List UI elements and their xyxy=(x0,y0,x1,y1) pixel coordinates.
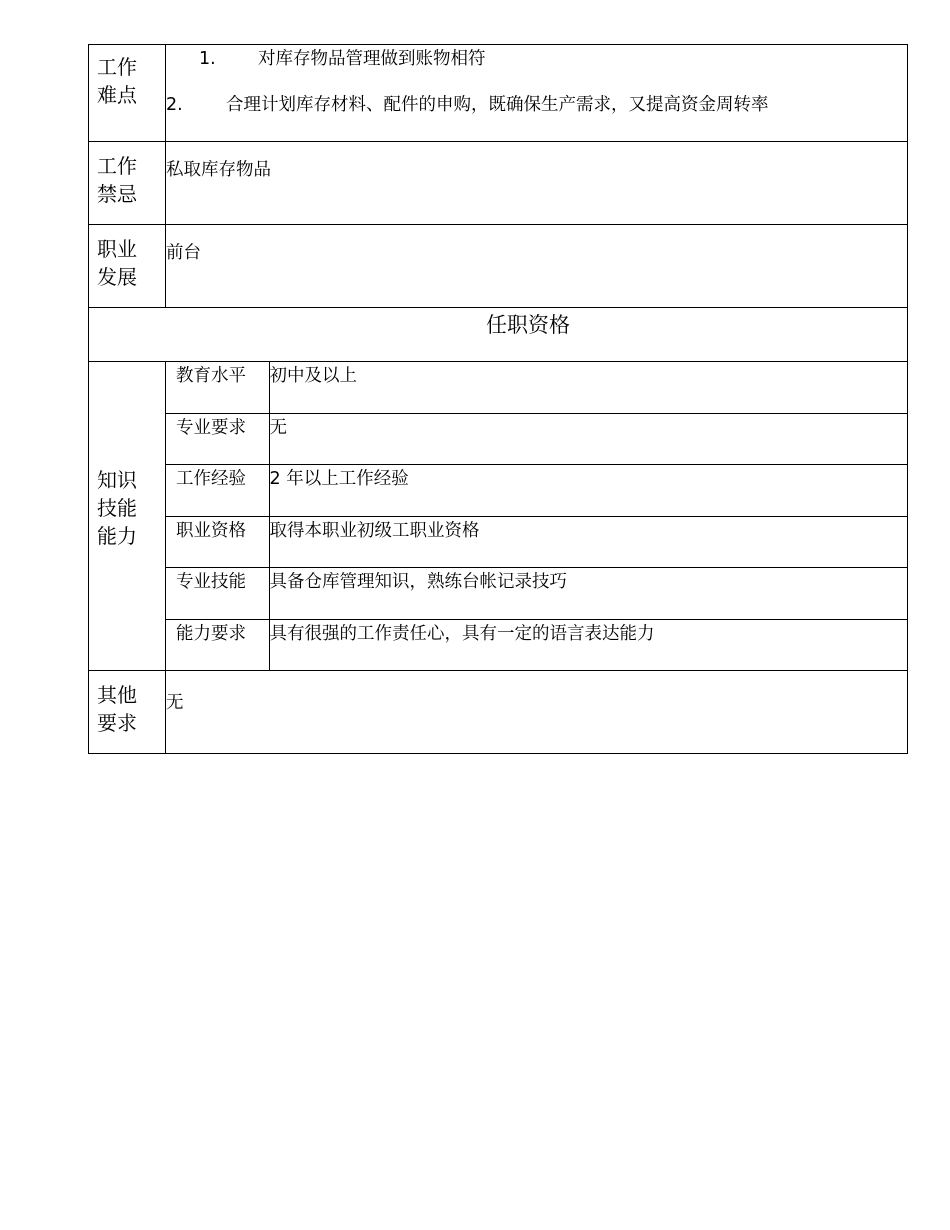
work-difficulty-content xyxy=(166,45,908,142)
list-item: 1. 对库存物品管理做到账物相符 xyxy=(199,49,486,69)
career-development-content: 前台 xyxy=(166,225,908,308)
skills-label: 知识 技能 能力 xyxy=(89,362,166,671)
table-row xyxy=(166,413,907,465)
experience-label: 工作经验 xyxy=(166,465,269,517)
work-difficulty-row xyxy=(89,45,908,142)
other-requirements-content: 无 xyxy=(166,671,908,754)
table-row xyxy=(166,465,907,517)
other-requirements-row xyxy=(89,671,908,754)
professional-skill-value: 具备仓库管理知识，熟练台帐记录技巧 xyxy=(269,568,907,620)
section-title: 任职资格 xyxy=(89,308,908,362)
list-item: 2. 合理计划库存材料、配件的申购，既确保生产需求，又提高资金周转率 xyxy=(166,95,769,115)
certification-value: 取得本职业初级工职业资格 xyxy=(269,516,907,568)
table-row xyxy=(166,568,907,620)
table-row xyxy=(166,619,907,670)
education-label: 教育水平 xyxy=(166,362,269,413)
career-development-label: 职业 发展 xyxy=(89,225,166,308)
skills-row xyxy=(89,362,908,671)
ability-value: 具有很强的工作责任心，具有一定的语言表达能力 xyxy=(269,623,655,644)
skills-table xyxy=(166,362,907,670)
education-value: 初中及以上 xyxy=(269,362,907,413)
other-requirements-label: 其他 要求 xyxy=(89,671,166,754)
table-row xyxy=(166,516,907,568)
work-difficulty-label: 工作 难点 xyxy=(89,45,166,142)
work-taboo-label: 工作 禁忌 xyxy=(89,142,166,225)
table-row xyxy=(166,362,907,413)
career-development-row xyxy=(89,225,908,308)
major-value: 无 xyxy=(269,413,907,465)
job-description-table xyxy=(88,44,908,754)
work-taboo-content: 私取库存物品 xyxy=(166,142,908,225)
qualifications-row xyxy=(89,308,908,362)
ability-label: 能力要求 xyxy=(166,619,269,670)
work-taboo-row xyxy=(89,142,908,225)
skills-content xyxy=(166,362,908,671)
major-label: 专业要求 xyxy=(166,413,269,465)
certification-label: 职业资格 xyxy=(166,516,269,568)
professional-skill-label: 专业技能 xyxy=(166,568,269,620)
experience-value: 2 年以上工作经验 xyxy=(269,465,907,517)
